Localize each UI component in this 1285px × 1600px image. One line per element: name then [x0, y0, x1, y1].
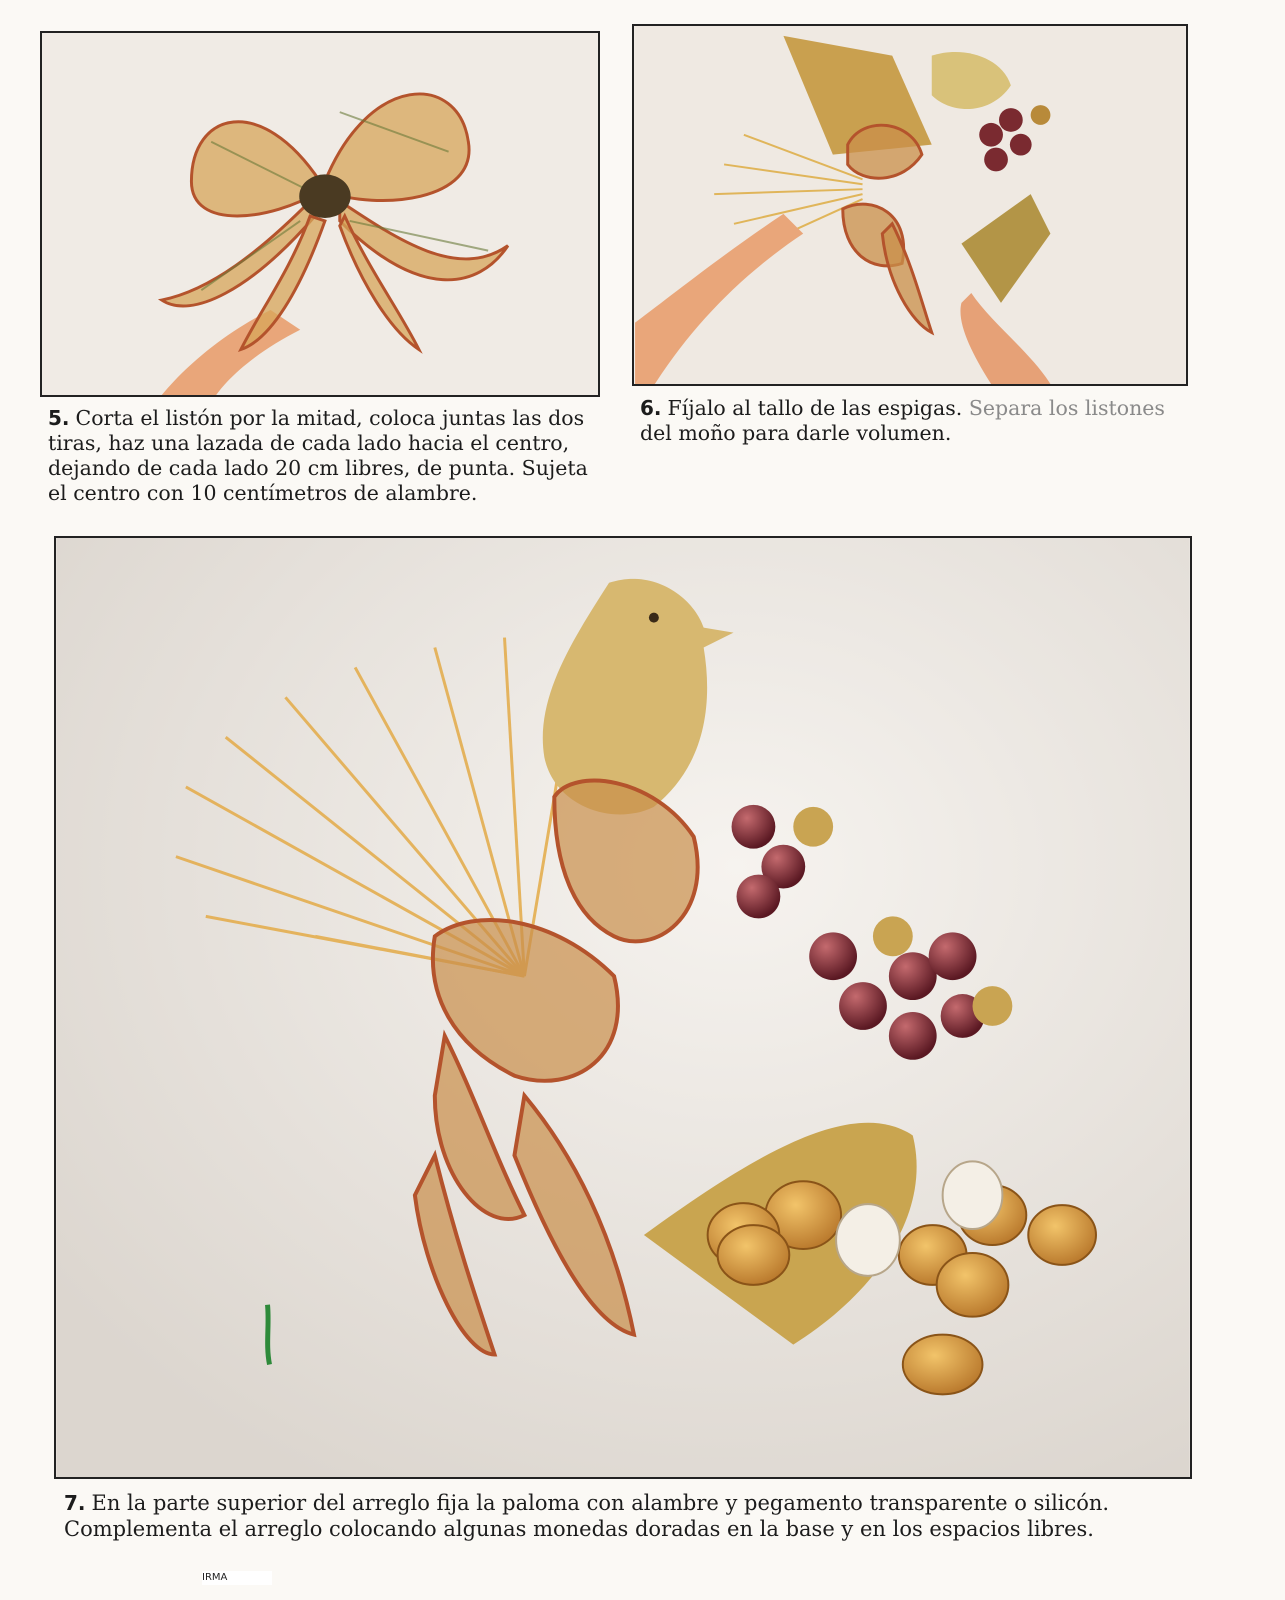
- footer-mark: IRMA: [202, 1571, 272, 1585]
- step-text-line2: Complementa el arreglo colocando algunas monedas doradas en la base y en los espacios libres.: [64, 1517, 1094, 1541]
- step-number: 6.: [640, 396, 662, 420]
- bow-illustration: [42, 33, 598, 395]
- step-text-faded: Separa los listones: [968, 396, 1165, 420]
- step-text-line1: En la parte superior del arreglo fija la paloma con alambre y pegamento transparente o silicón.: [91, 1491, 1110, 1515]
- step-number: 7.: [64, 1491, 86, 1515]
- step-number: 5.: [48, 406, 70, 430]
- finished-arrangement-illustration: [56, 538, 1190, 1477]
- step-text: Fíjalo al tallo de las espigas.: [667, 396, 963, 420]
- photo-step-5: [40, 31, 600, 397]
- step-7-caption: [64, 1490, 1204, 1542]
- cornucopia-wheat-illustration: [634, 26, 1186, 384]
- photo-step-6: [632, 24, 1188, 386]
- step-text: Corta el listón por la mitad, coloca juntas las dos tiras, haz una lazada de cada lado hacia el centro, dejando de cada lado 20 cm libres, de punta. Sujeta el centro con 10 centímetros de alambre.: [48, 406, 588, 505]
- step-5-caption: [48, 406, 608, 506]
- step-text-end: del moño para darle volumen.: [640, 421, 952, 445]
- step-6-caption: [640, 396, 1200, 446]
- photo-step-7: [54, 536, 1192, 1479]
